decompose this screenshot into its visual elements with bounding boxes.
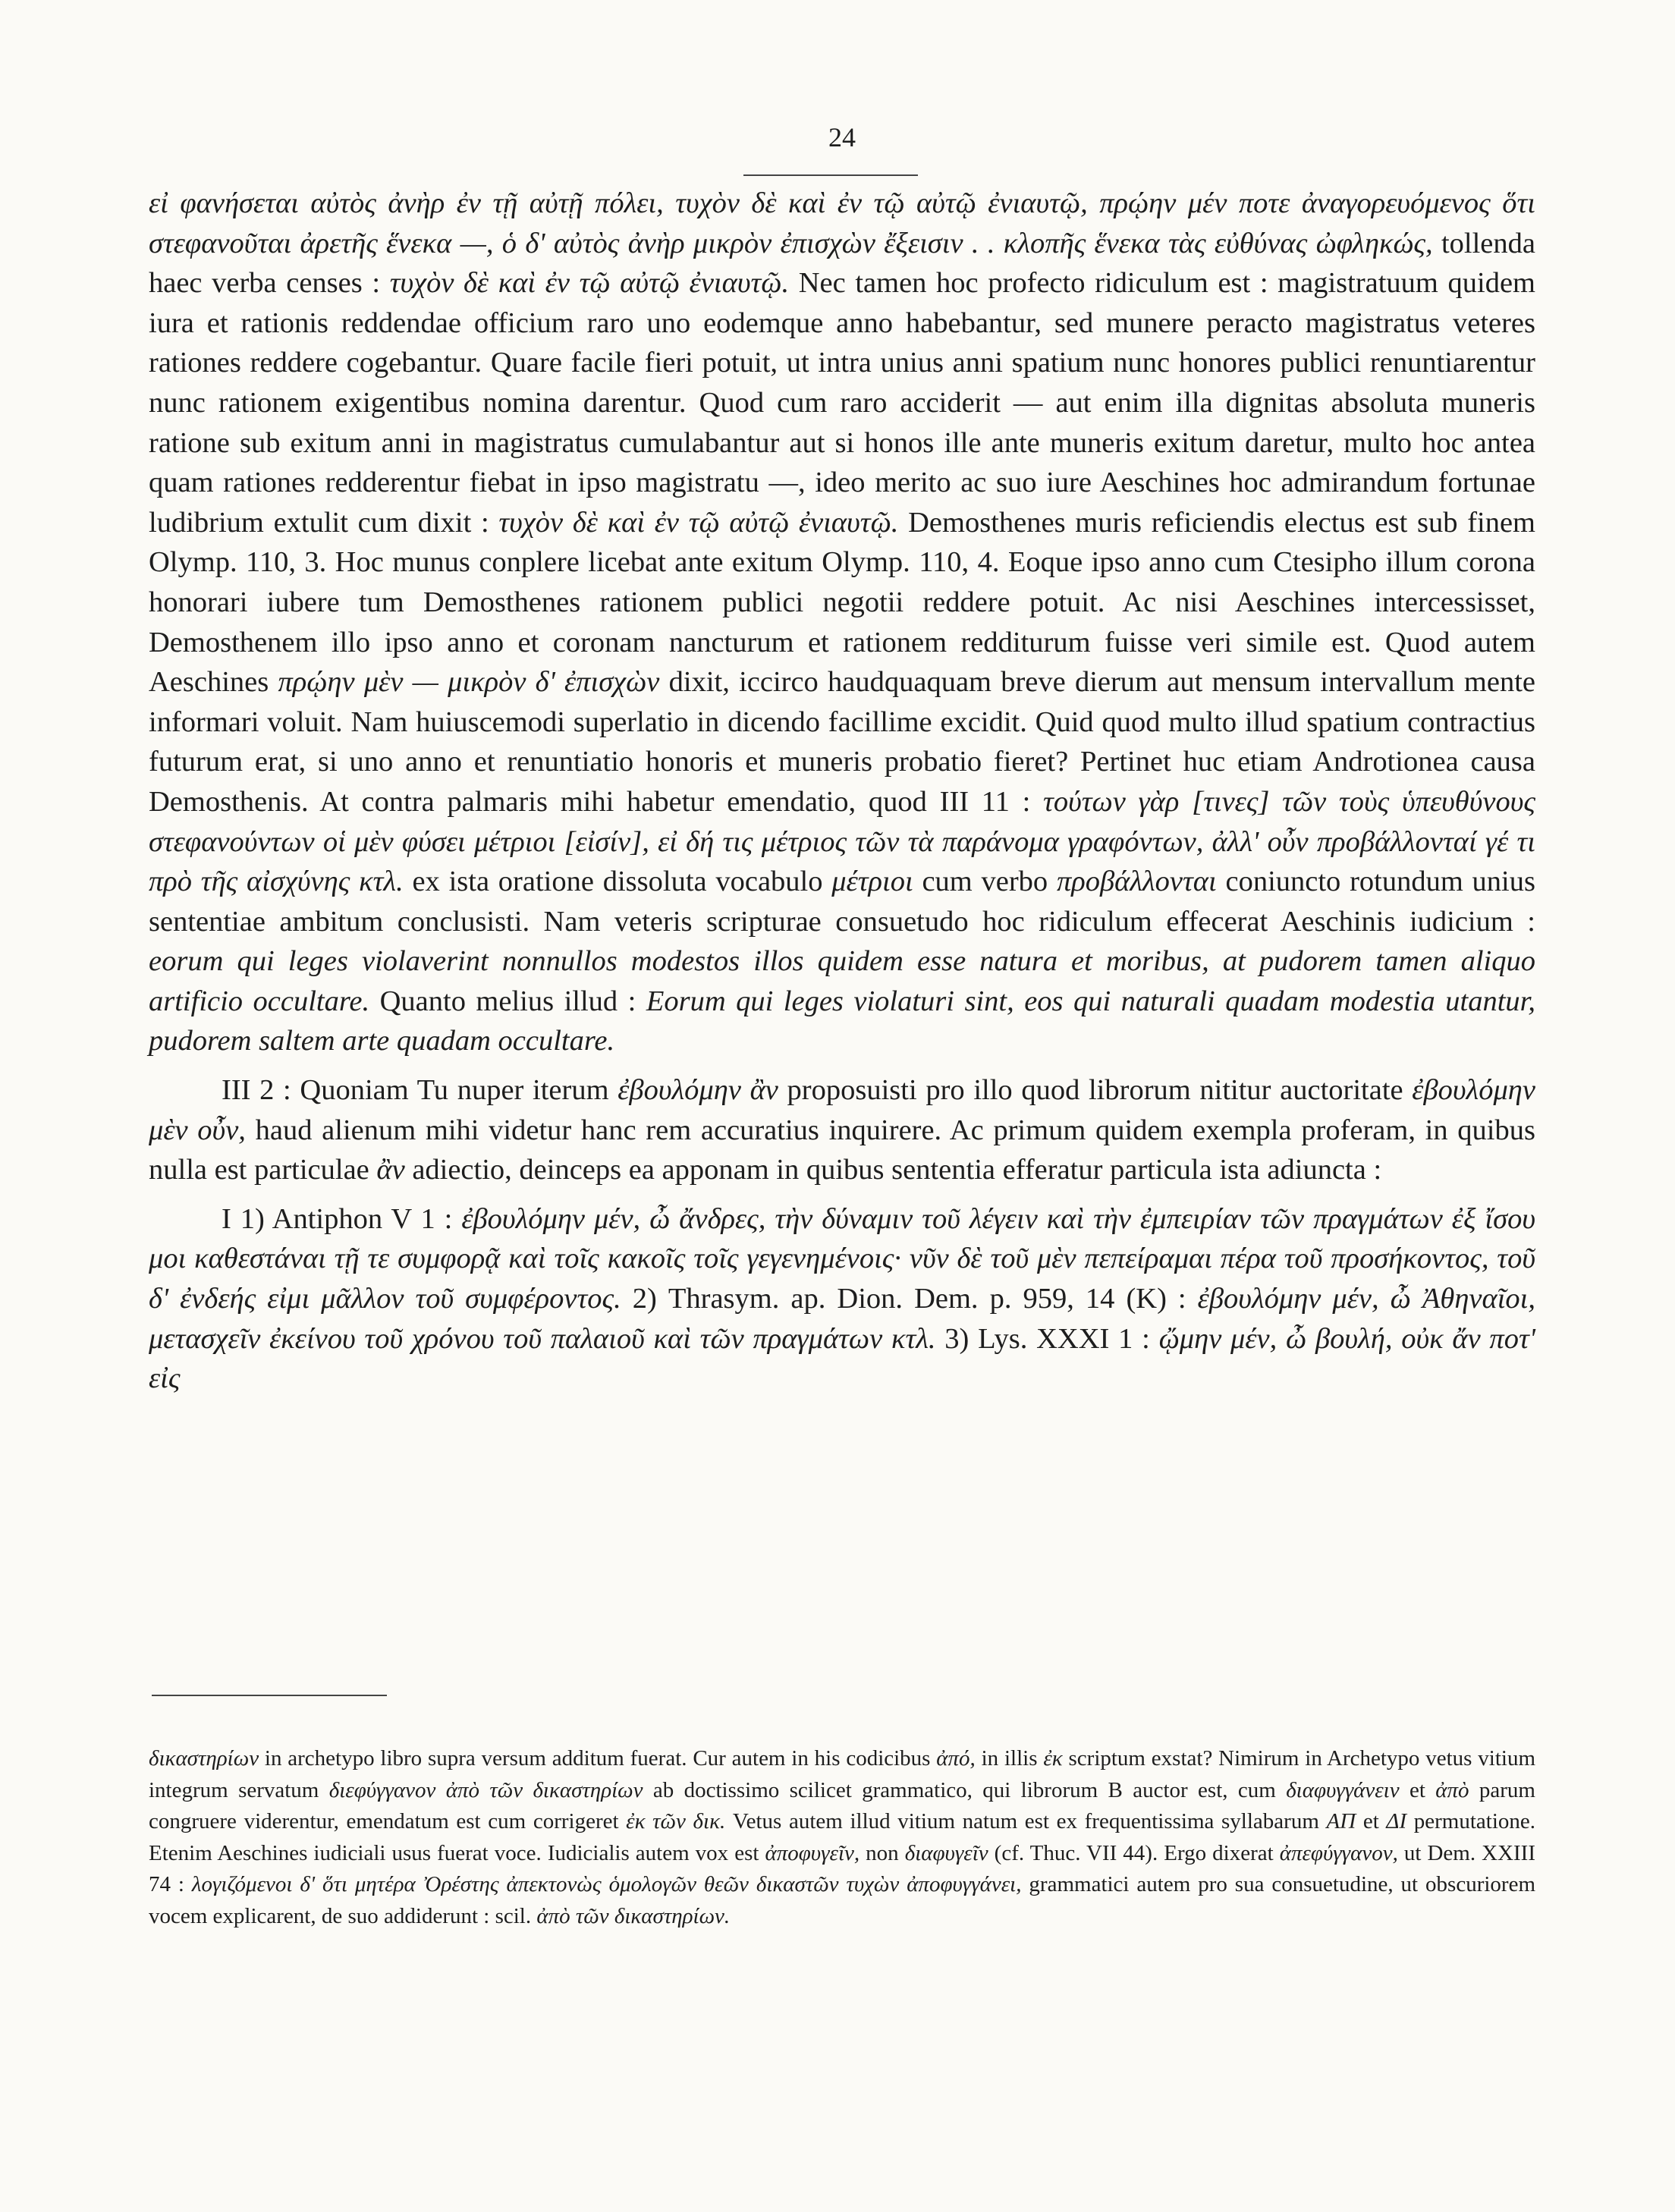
latin-text: adiectio, deinceps ea apponam in quibus sententia efferatur particula ista adiuncta : bbox=[404, 1154, 1382, 1186]
greek-text: εἰ φανήσεται αὐτὸς ἀνὴρ ἐν τῇ αὐτῇ πόλει, τυχὸν δὲ καὶ ἐν τῷ αὐτῷ ἐνιαυτῷ, πρῴην μέν ποτε ἀναγορευόμενος ὅτι στεφανοῦται ἀρετῆς ἕνεκα —, ὁ δ' αὐτὸς ἀνὴρ μικρὸν ἐπισχὼν ἔξεισιν . . κλοπῆς ἕνεκα τὰς εὐθύνας ὠφληκώς, bbox=[149, 187, 1535, 259]
paragraph-3 bbox=[149, 1199, 1535, 1399]
greek-text: τυχὸν δὲ καὶ ἐν τῷ αὐτῷ ἐνιαυτῷ. bbox=[498, 506, 899, 539]
latin-text: ab doctissimo scilicet grammatico, qui librorum B auctor est, cum bbox=[643, 1777, 1287, 1802]
greek-text: τούτων γὰρ [τινες] τῶν τοὺς ὑπευθύνους στεφανούντων οἱ μὲν φύσει μέτριοι [εἰσίν], εἰ δή τις μέτριος τῶν τὰ παράνομα γραφόντων, ἀλλ' οὖν προβάλλονταί γέ τι πρὸ τῆς αἰσχύνης κτλ. bbox=[149, 785, 1535, 898]
greek-text: διεφύγγανον ἀπὸ τῶν δικαστηρίων bbox=[328, 1777, 643, 1802]
greek-text: μέτριοι bbox=[831, 866, 913, 898]
greek-text: ἂν bbox=[376, 1154, 405, 1186]
greek-text: ἐβουλόμην μέν, ὦ Ἀθηναῖοι, μετασχεῖν ἐκείνου τοῦ χρόνου τοῦ παλαιοῦ καὶ τῶν πραγμάτων κτλ. bbox=[149, 1283, 1535, 1355]
greek-text: ἐκ bbox=[1043, 1746, 1063, 1771]
latin-text: 3) Lys. XXXI 1 : bbox=[935, 1322, 1159, 1355]
latin-text: Demosthenes muris reficiendis electus est sub finem Olymp. 110, 3. Hoc munus conplere licebat ante exitum Olymp. 110, 4. Eoque ipso anno cum Ctesipho illum corona honorari iubere tum Demosthenes rationem publici negotii reddere potuit. Ac nisi Aeschines intercessisset, Demosthenem illo ipso anno et coronam nancturum et rationem redditurum fuisse veri simile est. Quod autem Aeschines bbox=[149, 506, 1535, 699]
latin-text: ut Dem. XXIII 74 : bbox=[149, 1840, 1535, 1896]
page-number-rule bbox=[743, 174, 918, 176]
greek-text: ἀπεφύγγανον, bbox=[1279, 1840, 1398, 1865]
latin-text: proposuisti pro illo quod librorum nititur auctoritate bbox=[778, 1074, 1413, 1107]
latin-text: Nec tamen hoc profecto ridiculum est : magistratuum quidem iura et rationis reddendae officium raro uno eodemque anno habebantur, sed munere peracto magistratus veteres rationes reddere cogebantur. Quare facile fieri potuit, ut intra unius anni spatium nunc honores publici renuntiarentur nunc rationem exigentibus nomina darentur. Quod cum raro acciderit — aut enim illa dignitas absoluta muneris ratione sub exitum anni in magistratus cumulabantur aut si honos ille ante muneris exitum daretur, multo hoc antea quam rationes redderentur fiebat in ipso magistratu —, ideo merito ac suo iure Aeschines hoc admirandum fortunae ludibrium extulit cum dixit : bbox=[149, 267, 1535, 539]
latin-text: non bbox=[859, 1840, 905, 1865]
latin-text: tollenda haec verba censes : bbox=[149, 227, 1535, 300]
greek-text: διαφυγγάνειν bbox=[1286, 1777, 1400, 1802]
latin-text: et bbox=[1399, 1777, 1436, 1802]
greek-text: ἐβουλόμην μὲν οὖν, bbox=[149, 1074, 1535, 1146]
paragraph-2 bbox=[149, 1070, 1535, 1190]
latin-text: cum verbo bbox=[913, 866, 1057, 898]
greek-text: ἀπὸ τῶν δικαστηρίων. bbox=[536, 1903, 731, 1928]
greek-text: προβάλλονται bbox=[1056, 866, 1217, 898]
italic-text: Eorum qui leges violaturi sint, eos qui naturali quadam modestia utantur, pudorem saltem arte quadam occultare. bbox=[149, 985, 1535, 1057]
latin-text: ex ista oratione dissoluta vocabulo bbox=[403, 866, 832, 898]
greek-text: ἐβουλόμην ἂν bbox=[618, 1074, 778, 1107]
latin-text: coniuncto rotundum unius sententiae ambitum conclusisti. Nam veteris scripturae consuetudo hoc ridiculum effecerat Aeschinis iudicium : bbox=[149, 866, 1535, 938]
latin-text: dixit, iccirco haudquaquam breve dierum aut mensum intervallum mente informari voluit. Nam huiuscemodi superlatio in dicendo facillime excidit. Quid quod multo illud spatium contractius futurum erat, si uno anno et renuntiatio honoris et muneris probatio fieret? Pertinet huc etiam Androtionea causa Demosthenis. At contra palmaris mihi habetur emendatio, quod III 11 : bbox=[149, 666, 1535, 818]
italic-text: eorum qui leges violaverint nonnullos modestos illos quidem esse natura et moribus, at pudorem tamen aliquo artificio occultare. bbox=[149, 945, 1535, 1017]
latin-text: Quanto melius illud : bbox=[369, 985, 646, 1017]
latin-text: et bbox=[1356, 1809, 1387, 1833]
latin-text: in archetypo libro supra versum additum fuerat. Cur autem in his codicibus bbox=[259, 1746, 937, 1771]
greek-text: διαφυγεῖν bbox=[904, 1840, 988, 1865]
footnote-rule bbox=[152, 1695, 387, 1696]
greek-text: ΔΙ bbox=[1386, 1809, 1407, 1833]
greek-text: ΑΠ bbox=[1326, 1809, 1356, 1833]
greek-text: ἐκ τῶν δικ. bbox=[626, 1809, 726, 1833]
latin-text: grammatici autem pro sua consuetudine, ut obscuriorem vocem explicarent, de suo addiderunt : scil. bbox=[149, 1872, 1535, 1928]
greek-text: ἀπό, bbox=[936, 1746, 976, 1771]
greek-text: τυχὸν δὲ καὶ ἐν τῷ αὐτῷ ἐνιαυτῷ. bbox=[389, 267, 790, 300]
greek-text: δικαστηρίων bbox=[149, 1746, 259, 1771]
paragraph-1 bbox=[149, 184, 1535, 1061]
greek-text: πρῴην μὲν — μικρὸν δ' ἐπισχὼν bbox=[278, 666, 660, 699]
greek-text: ᾤμην μέν, ὦ βουλή, οὐκ ἄν ποτ' εἰς bbox=[149, 1322, 1535, 1395]
latin-text: parum congruere viderentur, emendatum est cum corrigeret bbox=[149, 1777, 1535, 1833]
greek-text: λογιζόμενοι δ' ὅτι μητέρα Ὀρέστης ἀπεκτονὼς ὁμολογῶν θεῶν δικαστῶν τυχὼν ἀποφυγγάνει, bbox=[191, 1872, 1022, 1896]
latin-text: I 1) Antiphon V 1 : bbox=[222, 1202, 462, 1235]
latin-text: III 2 : Quoniam Tu nuper iterum bbox=[222, 1074, 618, 1107]
footnote bbox=[149, 1743, 1535, 1932]
greek-text: ἐβουλόμην μέν, ὦ ἄνδρες, τὴν δύναμιν τοῦ λέγειν καὶ τὴν ἐμπειρίαν τῶν πραγμάτων ἐξ ἴσου μοι καθεστάναι τῇ τε συμφορᾷ καὶ τοῖς κακοῖς τοῖς γεγενημένοις· νῦν δὲ τοῦ μὲν πεπείραμαι πέρα τοῦ προσήκοντος, τοῦ δ' ἐνδεής εἰμι μᾶλλον τοῦ συμφέροντος. bbox=[149, 1202, 1535, 1315]
footnote-text bbox=[149, 1743, 1535, 1932]
main-text bbox=[149, 184, 1535, 1399]
page-number: 24 bbox=[828, 122, 856, 152]
greek-text: ἀποφυγεῖν, bbox=[765, 1840, 860, 1865]
latin-text: in illis bbox=[975, 1746, 1044, 1771]
latin-text: haud alienum mihi videtur hanc rem accuratius inquirere. Ac primum quidem exempla proferam, in quibus nulla est particulae bbox=[149, 1114, 1535, 1186]
latin-text: (cf. Thuc. VII 44). Ergo dixerat bbox=[988, 1840, 1280, 1865]
latin-text: Vetus autem illud vitium natum est ex frequentissima syllabarum bbox=[725, 1809, 1327, 1833]
latin-text: 2) Thrasym. ap. Dion. Dem. p. 959, 14 (K) : bbox=[621, 1283, 1198, 1315]
latin-text: scriptum exstat? Nimirum in Archetypo vetus vitium integrum servatum bbox=[149, 1746, 1535, 1802]
greek-text: ἀπὸ bbox=[1435, 1777, 1469, 1802]
latin-text: permutatione. Etenim Aeschines iudiciali usus fuerat voce. Iudicialis autem vox est bbox=[149, 1809, 1536, 1865]
